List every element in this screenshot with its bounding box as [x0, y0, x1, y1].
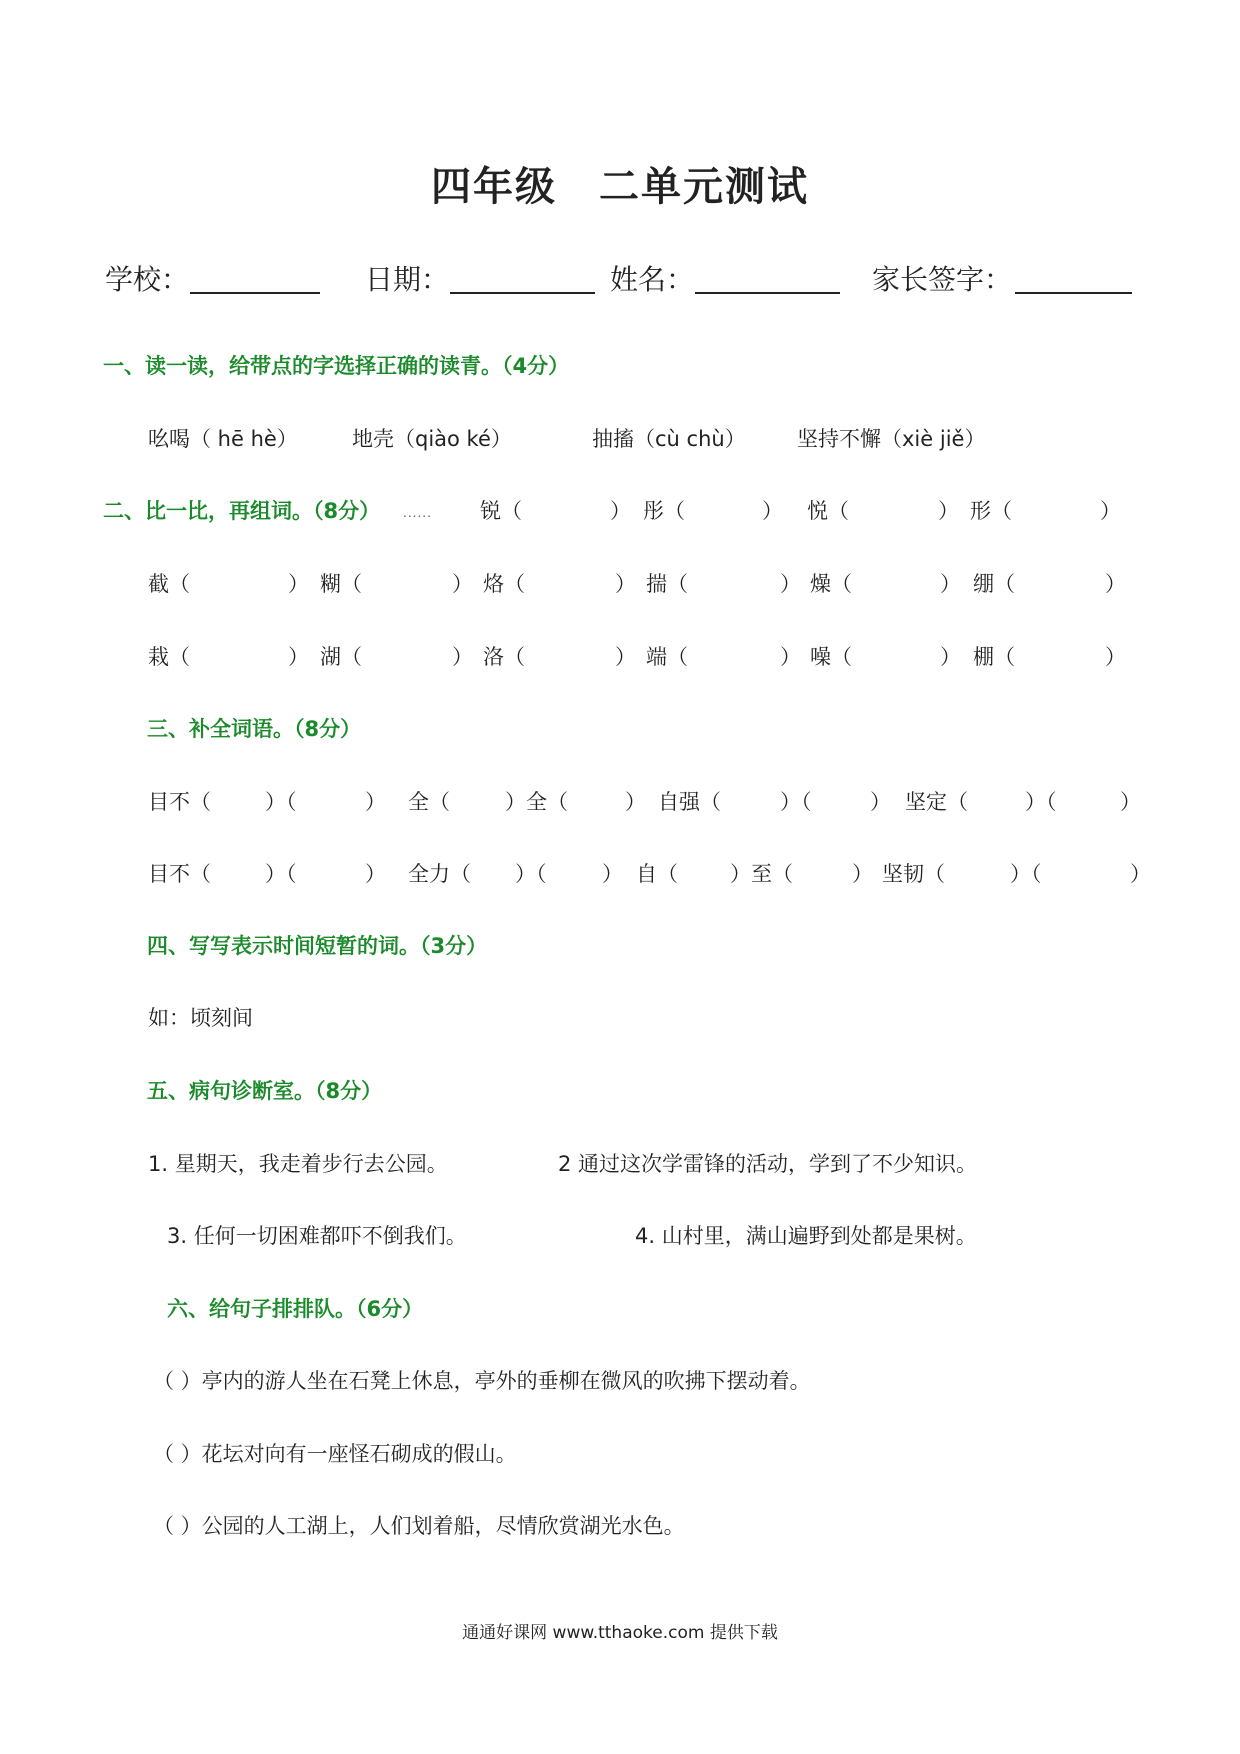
pinyin-item: 吆喝（ hē hè）	[148, 427, 298, 451]
date-blank[interactable]	[450, 292, 595, 294]
name-blank[interactable]	[695, 292, 840, 294]
word-group-close: ）	[1100, 499, 1121, 523]
order-sentence: （ ）花坛对向有一座怪石砌成的假山。	[153, 1442, 517, 1466]
idiom-part: ）	[1120, 790, 1141, 814]
word-group-char: 燥（	[810, 572, 852, 596]
section-4-heading: 四、写写表示时间短暂的词。（3分）	[147, 934, 488, 958]
parent-sign-blank[interactable]	[1015, 292, 1132, 294]
word-group-char: 烙（	[483, 572, 525, 596]
school-blank[interactable]	[190, 292, 320, 294]
word-group-char: 绷（	[973, 572, 1015, 596]
idiom-part: ）（	[780, 790, 812, 814]
idiom-part: ）	[365, 790, 386, 814]
word-group-close: ）	[780, 572, 801, 596]
idiom-part: ）	[365, 862, 386, 886]
faulty-sentence: 3. 任何一切困难都吓不倒我们。	[167, 1224, 467, 1248]
word-group-close: ）	[610, 499, 631, 523]
idiom-part: ）	[1130, 862, 1151, 886]
word-group-char: 形（	[970, 499, 1012, 523]
idiom-part: ）（	[1010, 862, 1042, 886]
word-group-char: 悦（	[807, 499, 849, 523]
idiom-part: ）	[870, 790, 891, 814]
word-group-char: 彤（	[643, 499, 685, 523]
pinyin-item: 抽搐（cù chù）	[592, 427, 746, 451]
idiom-part: ）	[852, 862, 873, 886]
idiom-part: 坚定（	[905, 790, 968, 814]
idiom-part: 全力（	[408, 862, 471, 886]
school-label: 学校：	[105, 263, 190, 296]
section-6-heading: 六、给句子排排队。（6分）	[167, 1297, 424, 1321]
dotted-leader: ......	[403, 506, 432, 520]
name-label: 姓名：	[610, 263, 695, 296]
word-group-char: 锐（	[480, 499, 522, 523]
idiom-part: ）	[625, 790, 646, 814]
pinyin-item: 地壳（qiào ké）	[352, 427, 512, 451]
word-group-close: ）	[940, 572, 961, 596]
word-group-char: 棚（	[973, 645, 1015, 669]
section-5-heading: 五、病句诊断室。（8分）	[147, 1079, 383, 1103]
word-group-char: 截（	[148, 572, 190, 596]
word-group-char: 揣（	[646, 572, 688, 596]
word-group-close: ）	[288, 645, 309, 669]
order-sentence: （ ）公园的人工湖上，人们划着船，尽情欣赏湖光水色。	[153, 1514, 685, 1538]
word-group-char: 栽（	[148, 645, 190, 669]
section-1-heading: 一、读一读，给带点的字选择正确的读青。（4分）	[103, 354, 570, 378]
idiom-part: ）（	[515, 862, 547, 886]
footer-text: 通通好课网 www.tthaoke.com 提供下载	[462, 1623, 778, 1643]
word-group-close: ）	[452, 645, 473, 669]
word-group-close: ）	[762, 499, 783, 523]
word-group-close: ）	[1105, 572, 1126, 596]
word-group-char: 端（	[646, 645, 688, 669]
idiom-part: ）（	[1025, 790, 1057, 814]
word-group-close: ）	[780, 645, 801, 669]
idiom-part: 自强（	[658, 790, 721, 814]
idiom-part: 目不（	[148, 862, 211, 886]
word-group-char: 湖（	[320, 645, 362, 669]
word-group-close: ）	[615, 645, 636, 669]
example-text: 如：顷刻间	[148, 1006, 253, 1030]
word-group-close: ）	[615, 572, 636, 596]
word-group-char: 洛（	[483, 645, 525, 669]
word-group-close: ）	[452, 572, 473, 596]
order-sentence: （ ）亭内的游人坐在石凳上休息，亭外的垂柳在微风的吹拂下摆动着。	[153, 1369, 811, 1393]
idiom-part: 坚韧（	[882, 862, 945, 886]
word-group-close: ）	[1105, 645, 1126, 669]
faulty-sentence: 4. 山村里，满山遍野到处都是果树。	[635, 1224, 977, 1248]
parent-sign-label: 家长签字：	[872, 263, 1013, 296]
idiom-part: 自（	[636, 862, 678, 886]
idiom-part: ）至（	[730, 862, 793, 886]
faulty-sentence: 2 通过这次学雷锋的活动，学到了不少知识。	[558, 1152, 978, 1176]
date-label: 日期：	[365, 263, 450, 296]
idiom-part: ）（	[265, 862, 297, 886]
section-3-heading: 三、补全词语。（8分）	[147, 717, 362, 741]
page-title: 四年级 二单元测试	[431, 164, 809, 210]
idiom-part: 目不（	[148, 790, 211, 814]
word-group-close: ）	[288, 572, 309, 596]
idiom-part: ）（	[265, 790, 297, 814]
word-group-char: 糊（	[320, 572, 362, 596]
faulty-sentence: 1. 星期天，我走着步行去公园。	[148, 1152, 448, 1176]
section-2-heading: 二、比一比，再组词。（8分）	[103, 499, 381, 523]
word-group-char: 噪（	[810, 645, 852, 669]
idiom-part: ）	[602, 862, 623, 886]
pinyin-item: 坚持不懈（xiè jiě）	[797, 427, 986, 451]
idiom-part: ）全（	[505, 790, 568, 814]
idiom-part: 全（	[408, 790, 450, 814]
word-group-close: ）	[938, 499, 959, 523]
word-group-close: ）	[940, 645, 961, 669]
